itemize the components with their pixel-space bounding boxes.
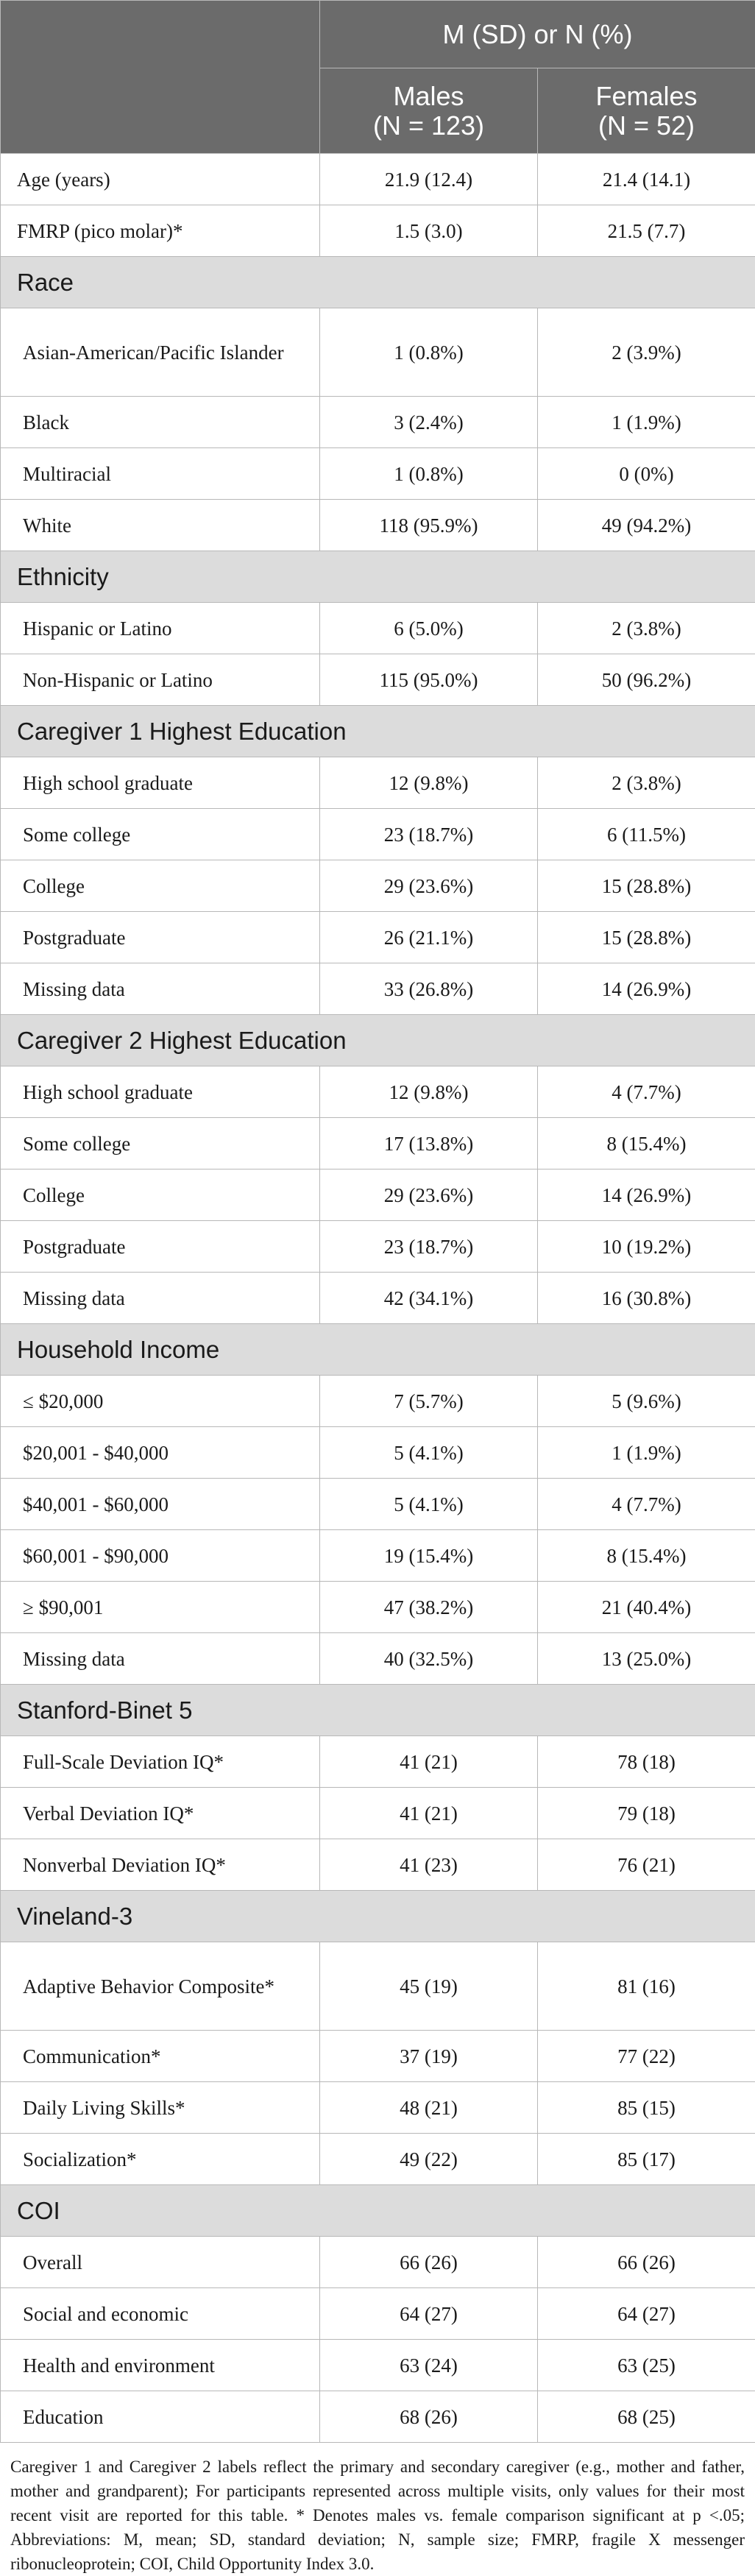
section-title: Household Income [1,1324,755,1376]
section-title: Caregiver 2 Highest Education [1,1015,755,1066]
male-value: 48 (21) [320,2082,538,2134]
male-value: 3 (2.4%) [320,397,538,448]
table-row [1,2031,755,2082]
row-label: Asian-American/Pacific Islander [1,308,320,397]
male-value: 37 (19) [320,2031,538,2082]
male-value: 47 (38.2%) [320,1582,538,1633]
header-group-label: M (SD) or N (%) [320,1,755,68]
table-footnote: Caregiver 1 and Caregiver 2 labels reflect the primary and secondary caregiver (e.g., mother and father, mother and grandparent); For participants represented across multiple visits, only values for their most recent visit are reported for this table. * Denotes males vs. female comparison significant at p <.05; Abbreviations: M, mean; SD, standard deviation; N, sample size; FMRP, fragile X messenger ribonucleoprotein; COI, Child Opportunity Index 3.0. [0,2443,755,2576]
female-value: 10 (19.2%) [538,1221,755,1273]
table-row [1,860,755,912]
female-value: 85 (17) [538,2134,755,2185]
female-value: 0 (0%) [538,448,755,500]
section-header-row [1,551,755,603]
section-title: Caregiver 1 Highest Education [1,706,755,757]
table-header [1,1,755,154]
male-value: 68 (26) [320,2391,538,2443]
row-label: Black [1,397,320,448]
male-value: 45 (19) [320,1942,538,2031]
row-label: Missing data [1,1633,320,1685]
table-row [1,1170,755,1221]
section-header-row [1,1015,755,1066]
male-value: 118 (95.9%) [320,500,538,551]
female-value: 21.4 (14.1) [538,154,755,205]
section-title: COI [1,2185,755,2237]
row-label: Some college [1,809,320,860]
male-value: 33 (26.8%) [320,963,538,1015]
female-value: 77 (22) [538,2031,755,2082]
row-label: Adaptive Behavior Composite* [1,1942,320,2031]
female-value: 2 (3.8%) [538,603,755,654]
section-title: Stanford-Binet 5 [1,1685,755,1736]
female-value: 68 (25) [538,2391,755,2443]
row-label: College [1,1170,320,1221]
row-label: High school graduate [1,757,320,809]
table-row [1,912,755,963]
header-females-n: (N = 52) [544,111,749,141]
female-value: 79 (18) [538,1788,755,1839]
row-label: Missing data [1,1273,320,1324]
table-row [1,1066,755,1118]
female-value: 64 (27) [538,2288,755,2340]
table-row [1,757,755,809]
female-value: 78 (18) [538,1736,755,1788]
male-value: 1 (0.8%) [320,308,538,397]
header-females-label: Females [544,82,749,111]
row-label: Missing data [1,963,320,1015]
header-females [538,68,755,154]
row-label: High school graduate [1,1066,320,1118]
male-value: 64 (27) [320,2288,538,2340]
female-value: 8 (15.4%) [538,1118,755,1170]
female-value: 66 (26) [538,2237,755,2288]
female-value: 63 (25) [538,2340,755,2391]
header-males-label: Males [326,82,531,111]
row-label: Verbal Deviation IQ* [1,1788,320,1839]
table-row [1,1427,755,1479]
female-value: 5 (9.6%) [538,1376,755,1427]
male-value: 23 (18.7%) [320,1221,538,1273]
row-label: Age (years) [1,154,320,205]
male-value: 23 (18.7%) [320,809,538,860]
male-value: 7 (5.7%) [320,1376,538,1427]
male-value: 5 (4.1%) [320,1479,538,1530]
row-label: FMRP (pico molar)* [1,205,320,257]
female-value: 16 (30.8%) [538,1273,755,1324]
row-label: ≥ $90,001 [1,1582,320,1633]
male-value: 17 (13.8%) [320,1118,538,1170]
table-row [1,1221,755,1273]
male-value: 1.5 (3.0) [320,205,538,257]
row-label: $60,001 - $90,000 [1,1530,320,1582]
female-value: 8 (15.4%) [538,1530,755,1582]
table-row [1,1530,755,1582]
row-label: Postgraduate [1,1221,320,1273]
table-row [1,2134,755,2185]
table-row [1,205,755,257]
female-value: 49 (94.2%) [538,500,755,551]
table-row [1,154,755,205]
table-row [1,308,755,397]
male-value: 63 (24) [320,2340,538,2391]
female-value: 14 (26.9%) [538,1170,755,1221]
male-value: 6 (5.0%) [320,603,538,654]
row-label: Postgraduate [1,912,320,963]
row-label: White [1,500,320,551]
table-row [1,963,755,1015]
section-header-row [1,2185,755,2237]
table-row [1,654,755,706]
male-value: 29 (23.6%) [320,860,538,912]
row-label: Daily Living Skills* [1,2082,320,2134]
female-value: 81 (16) [538,1942,755,2031]
male-value: 40 (32.5%) [320,1633,538,1685]
male-value: 49 (22) [320,2134,538,2185]
row-label: Socialization* [1,2134,320,2185]
row-label: Nonverbal Deviation IQ* [1,1839,320,1891]
row-label: Education [1,2391,320,2443]
table-row [1,1582,755,1633]
table-row [1,2340,755,2391]
header-males [320,68,538,154]
male-value: 41 (23) [320,1839,538,1891]
row-label: Overall [1,2237,320,2288]
table-row [1,1376,755,1427]
row-label: Non-Hispanic or Latino [1,654,320,706]
female-value: 15 (28.8%) [538,912,755,963]
table-row [1,2391,755,2443]
row-label: $20,001 - $40,000 [1,1427,320,1479]
male-value: 41 (21) [320,1736,538,1788]
female-value: 2 (3.8%) [538,757,755,809]
male-value: 115 (95.0%) [320,654,538,706]
female-value: 76 (21) [538,1839,755,1891]
male-value: 12 (9.8%) [320,1066,538,1118]
male-value: 1 (0.8%) [320,448,538,500]
section-header-row [1,1685,755,1736]
female-value: 21.5 (7.7) [538,205,755,257]
section-header-row [1,257,755,308]
section-title: Vineland-3 [1,1891,755,1942]
female-value: 15 (28.8%) [538,860,755,912]
section-header-row [1,1891,755,1942]
male-value: 19 (15.4%) [320,1530,538,1582]
female-value: 50 (96.2%) [538,654,755,706]
table-body [1,154,755,2443]
table-row [1,1118,755,1170]
male-value: 29 (23.6%) [320,1170,538,1221]
row-label: ≤ $20,000 [1,1376,320,1427]
table-row [1,448,755,500]
table-row [1,1479,755,1530]
row-label: Communication* [1,2031,320,2082]
section-title: Ethnicity [1,551,755,603]
male-value: 21.9 (12.4) [320,154,538,205]
table-row [1,1633,755,1685]
female-value: 4 (7.7%) [538,1066,755,1118]
male-value: 5 (4.1%) [320,1427,538,1479]
row-label: College [1,860,320,912]
row-label: Multiracial [1,448,320,500]
female-value: 1 (1.9%) [538,397,755,448]
female-value: 2 (3.9%) [538,308,755,397]
male-value: 41 (21) [320,1788,538,1839]
female-value: 4 (7.7%) [538,1479,755,1530]
table-row [1,500,755,551]
row-label: $40,001 - $60,000 [1,1479,320,1530]
row-label: Hispanic or Latino [1,603,320,654]
table-row [1,2082,755,2134]
female-value: 13 (25.0%) [538,1633,755,1685]
male-value: 26 (21.1%) [320,912,538,963]
table-row [1,2288,755,2340]
table-row [1,1736,755,1788]
female-value: 6 (11.5%) [538,809,755,860]
table-row [1,2237,755,2288]
table-row [1,1839,755,1891]
table-row [1,397,755,448]
female-value: 85 (15) [538,2082,755,2134]
male-value: 12 (9.8%) [320,757,538,809]
table-row [1,809,755,860]
table-row [1,1273,755,1324]
row-label: Full-Scale Deviation IQ* [1,1736,320,1788]
female-value: 1 (1.9%) [538,1427,755,1479]
section-header-row [1,1324,755,1376]
row-label: Some college [1,1118,320,1170]
header-males-n: (N = 123) [326,111,531,141]
table-row [1,603,755,654]
row-label: Health and environment [1,2340,320,2391]
table-row [1,1942,755,2031]
male-value: 42 (34.1%) [320,1273,538,1324]
female-value: 21 (40.4%) [538,1582,755,1633]
female-value: 14 (26.9%) [538,963,755,1015]
male-value: 66 (26) [320,2237,538,2288]
table-row [1,1788,755,1839]
section-title: Race [1,257,755,308]
section-header-row [1,706,755,757]
header-blank-cell [1,1,320,154]
row-label: Social and economic [1,2288,320,2340]
